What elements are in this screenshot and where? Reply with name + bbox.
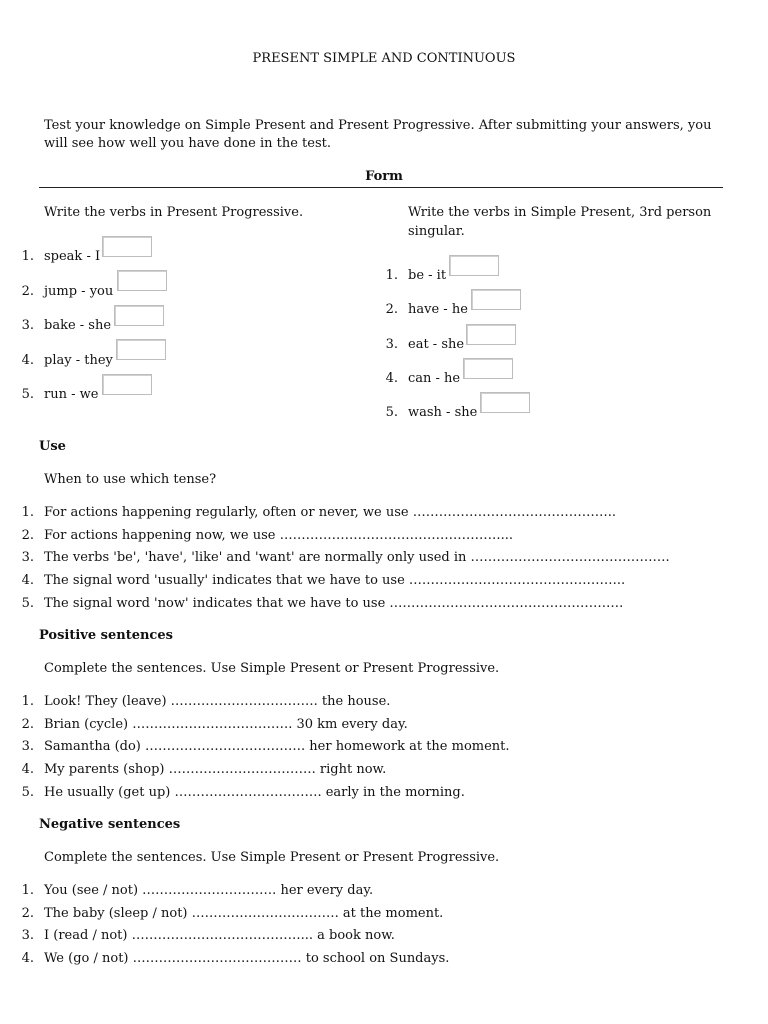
item-number: 1. [21,883,34,898]
item-number: 4. [21,951,34,967]
item-number: 3. [21,550,34,566]
item-label: play - they [44,353,113,368]
item-label: can - he [408,371,461,386]
item-number: 2. [21,527,34,543]
item-text: He usually (get up) ……………………………. early in the morning. [44,784,465,800]
item-number: 4. [385,371,398,386]
use-instruction: When to use which tense? [44,472,217,487]
answer-input[interactable] [102,374,152,395]
answer-input[interactable] [466,324,516,345]
item-number: 2. [385,302,398,317]
item-label: run - we [44,387,99,402]
item-text: We (go / not) ………………………………… to school on Sundays. [44,951,450,967]
item-text: I (read / not) …………………………………... a book now. [44,928,395,944]
negative-instruction: Complete the sentences. Use Simple Present or Present Progressive. [44,850,500,865]
item-number: 2. [21,284,34,299]
answer-input[interactable] [471,289,521,310]
use-heading: Use [39,439,66,454]
answer-input[interactable] [480,392,530,413]
item-number: 2. [21,716,34,732]
item-label: wash - she [408,405,478,420]
item-text: Look! They (leave) ……………………………. the house. [44,694,391,709]
item-number: 5. [21,784,34,800]
form-divider [39,187,723,188]
answer-input[interactable] [117,270,167,291]
answer-input[interactable] [116,339,166,360]
item-label: speak - I [44,249,101,264]
item-number: 4. [21,353,34,368]
item-label: be - it [408,268,447,283]
item-text: The baby (sleep / not) ……………………………. at the moment. [44,905,444,921]
item-number: 1. [21,249,34,264]
item-text: The verbs 'be', 'have', 'like' and 'want' are normally only used in ………………………………………. [44,550,670,566]
item-label: bake - she [44,318,112,333]
item-number: 4. [21,762,34,778]
item-text: You (see / not) …………………………. her every day. [44,883,374,898]
form-heading: Form [365,169,403,184]
negative-heading: Negative sentences [39,817,181,832]
answer-input[interactable] [114,305,164,326]
item-text: My parents (shop) ……………………………. right now. [44,762,387,778]
item-number: 1. [385,268,398,283]
item-number: 3. [21,739,34,755]
item-number: 3. [21,928,34,944]
left-instruction: Write the verbs in Present Progressive. [44,205,304,220]
item-label: jump - you [44,284,114,299]
item-number: 4. [21,573,34,589]
item-text: Brian (cycle) ………………………………. 30 km every day. [44,716,408,732]
item-label: have - he [408,302,468,317]
item-text: Samantha (do) ………………………………. her homework at the moment. [44,739,510,755]
item-number: 5. [385,405,398,420]
right-instruction: Write the verbs in Simple Present, 3rd person singular. [408,205,712,239]
answer-input[interactable] [102,236,152,257]
item-number: 3. [21,318,34,333]
item-number: 2. [21,905,34,921]
item-text: For actions happening regularly, often or never, we use ……………………………………….. [44,505,616,520]
item-number: 5. [21,387,34,402]
item-number: 3. [385,337,398,352]
item-text: The signal word 'usually' indicates that we have to use ………………………………………….. [44,573,626,589]
item-number: 1. [21,694,34,709]
answer-input[interactable] [449,255,499,276]
positive-heading: Positive sentences [39,628,173,643]
intro-text: Test your knowledge on Simple Present and Present Progressive. After submitting your answers, you will see how well you have done in the test. [44,118,712,151]
item-number: 5. [21,595,34,611]
item-text: The signal word 'now' indicates that we have to use ……………………………………………… [44,595,624,611]
item-number: 1. [21,505,34,520]
answer-input[interactable] [463,358,513,379]
item-label: eat - she [408,337,465,352]
positive-instruction: Complete the sentences. Use Simple Present or Present Progressive. [44,661,500,676]
page-title: PRESENT SIMPLE AND CONTINUOUS [252,51,516,66]
item-text: For actions happening now, we use ……………………………………………... [44,527,513,543]
